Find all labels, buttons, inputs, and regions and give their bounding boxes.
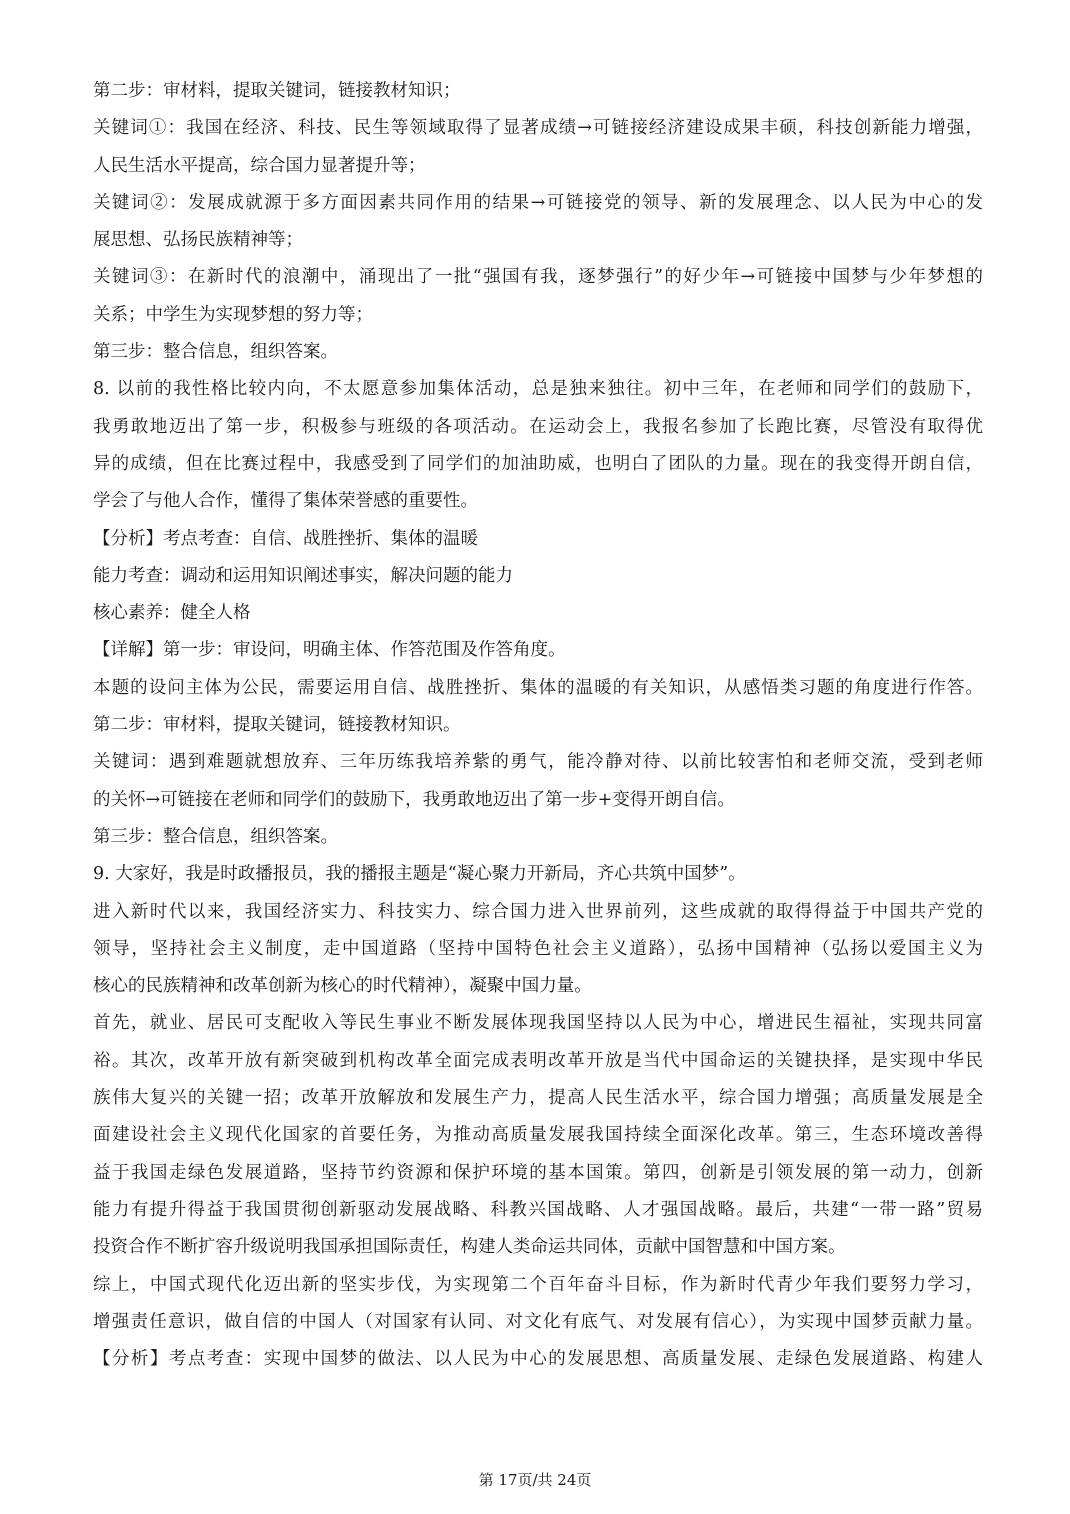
text-line: 益于我国走绿色发展道路，坚持节约资源和保护环境的基本国策。第四，创新是引领发展的第一动力，创新: [93, 1162, 983, 1183]
text-line: 领导，坚持社会主义制度，走中国道路（坚持中国特色社会主义道路），弘扬中国精神（弘扬以爱国主义为: [93, 938, 983, 959]
page-footer: 第 17页/共 24页: [478, 1471, 592, 1489]
document-body: [93, 73, 983, 1378]
text-line: 关键词③：在新时代的浪潮中，涌现出了一批“强国有我，逐梦强行”的好少年→可链接中国梦与少年梦想的: [93, 267, 983, 288]
text-line: 关键词②：发展成就源于多方面因素共同作用的结果→可链接党的领导、新的发展理念、以人民为中心的发: [93, 192, 983, 213]
text-line: 第二步：审材料，提取关键词，链接教材知识。: [93, 715, 461, 736]
text-line: 展思想、弘扬民族精神等；: [93, 230, 303, 251]
text-line: 【分析】考点考查：自信、战胜挫折、集体的温暖: [93, 528, 478, 549]
text-line: 异的成绩，但在比赛过程中，我感受到了同学们的加油助威，也明白了团队的力量。现在的我变得开朗自信，: [93, 453, 983, 474]
text-line: 投资合作不断扩容升级说明我国承担国际责任，构建人类命运共同体，贡献中国智慧和中国方案。: [93, 1237, 846, 1258]
text-line: 学会了与他人合作，懂得了集体荣誉感的重要性。: [93, 491, 478, 512]
text-line: 我勇敢地迈出了第一步，积极参与班级的各项活动。在运动会上，我报名参加了长跑比赛，尽管没有取得优: [93, 416, 983, 437]
text-line: 第三步：整合信息，组织答案。: [93, 342, 338, 363]
text-line: 裕。其次，改革开放有新突破到机构改革全面完成表明改革开放是当代中国命运的关键抉择，是实现中华民: [93, 1050, 983, 1071]
text-line: 能力考查：调动和运用知识阐述事实，解决问题的能力: [93, 565, 513, 586]
text-line: 本题的设问主体为公民，需要运用自信、战胜挫折、集体的温暖的有关知识，从感悟类习题的角度进行作答。: [93, 677, 983, 698]
text-line: 第二步：审材料，提取关键词，链接教材知识；: [93, 81, 461, 101]
text-line: 人民生活水平提高，综合国力显著提升等；: [93, 155, 426, 176]
text-line: 族伟大复兴的关键一招；改革开放解放和发展生产力，提高人民生活水平，综合国力增强；高质量发展是全: [93, 1088, 983, 1109]
text-line: 9. 大家好，我是时政播报员，我的播报主题是“凝心聚力开新局，齐心共筑中国梦”。: [93, 864, 746, 885]
text-line: 的关怀→可链接在老师和同学们的鼓励下，我勇敢地迈出了第一步+变得开朗自信。: [93, 789, 735, 810]
text-line: 关键词①：我国在经济、科技、民生等领域取得了显著成绩→可链接经济建设成果丰硕，科技创新能力增强，: [93, 118, 983, 139]
text-line: 首先，就业、居民可支配收入等民生事业不断发展体现我国坚持以人民为中心，增进民生福祉，实现共同富: [93, 1013, 983, 1034]
text-line: 增强责任意识，做自信的中国人（对国家有认同、对文化有底气、对发展有信心），为实现中国梦贡献力量。: [93, 1311, 983, 1332]
text-line: 综上，中国式现代化迈出新的坚实步伐，为实现第二个百年奋斗目标，作为新时代青少年我们要努力学习，: [93, 1274, 983, 1295]
text-line: 关键词：遇到难题就想放弃、三年历练我培养紫的勇气，能冷静对待、以前比较害怕和老师交流，受到老师: [93, 752, 983, 773]
text-line: 8. 以前的我性格比较内向，不太愿意参加集体活动，总是独来独往。初中三年，在老师和同学们的鼓励下，: [93, 379, 983, 400]
text-line: 能力有提升得益于我国贯彻创新驱动发展战略、科教兴国战略、人才强国战略。最后，共建“一带一路”贸易: [93, 1199, 983, 1220]
text-line: 【分析】考点考查：实现中国梦的做法、以人民为中心的发展思想、高质量发展、走绿色发展道路、构建人: [93, 1349, 983, 1370]
text-line: 核心素养：健全人格: [93, 603, 251, 624]
text-line: 关系；中学生为实现梦想的努力等；: [93, 304, 373, 325]
text-line: 进入新时代以来，我国经济实力、科技实力、综合国力进入世界前列，这些成就的取得得益于中国共产党的: [93, 901, 983, 922]
text-line: 核心的民族精神和改革创新为核心的时代精神），凝聚中国力量。: [93, 976, 592, 997]
text-line: 【详解】第一步：审设问，明确主体、作答范围及作答角度。: [93, 640, 566, 661]
text-line: 第三步：整合信息，组织答案。: [93, 826, 338, 847]
text-line: 面建设社会主义现代化国家的首要任务，为推动高质量发展我国持续全面深化改革。第三，生态环境改善得: [93, 1125, 983, 1146]
